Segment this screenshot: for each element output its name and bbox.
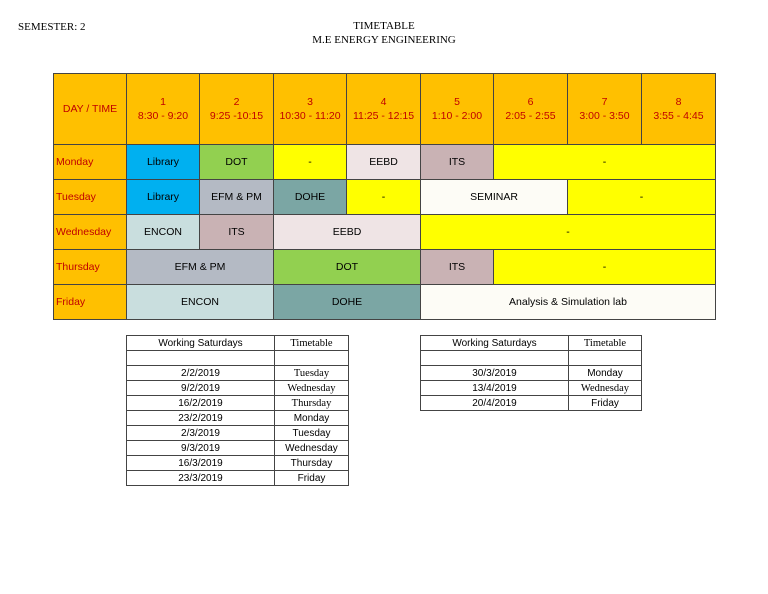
- table-row: [127, 381, 349, 396]
- period-number: 6: [527, 96, 534, 108]
- period-time: 11:25 - 12:15: [352, 110, 415, 122]
- period-number: 2: [233, 96, 240, 108]
- saturday-date: 30/3/2019: [421, 366, 569, 381]
- class-cell: EEBD: [347, 145, 421, 180]
- timetable-row-thursday: [54, 250, 716, 285]
- timetable-day: Tuesday: [275, 426, 349, 441]
- class-cell: EEBD: [274, 215, 421, 250]
- table-row: [127, 396, 349, 411]
- saturday-date: 13/4/2019: [421, 381, 569, 396]
- period-time: 8:30 - 9:20: [137, 110, 189, 122]
- period-header-1: [127, 74, 200, 145]
- saturday-date: [127, 351, 275, 366]
- period-header-3: [274, 74, 347, 145]
- saturday-date: 9/3/2019: [127, 441, 275, 456]
- page-subtitle: M.E ENERGY ENGINEERING: [312, 34, 456, 46]
- class-cell: DOHE: [274, 285, 421, 320]
- period-time: 2:05 - 2:55: [505, 110, 556, 122]
- class-cell: Library: [127, 180, 200, 215]
- saturday-date: 16/2/2019: [127, 396, 275, 411]
- class-cell: ITS: [421, 145, 494, 180]
- timetable-day: Friday: [275, 471, 349, 486]
- timetable-day: Monday: [569, 366, 642, 381]
- title-block: [250, 19, 518, 47]
- day-label: Wednesday: [54, 215, 127, 250]
- col-header-working-saturdays: Working Saturdays: [421, 336, 569, 351]
- period-header-5: [421, 74, 494, 145]
- saturday-date: 9/2/2019: [127, 381, 275, 396]
- col-header-working-saturdays: Working Saturdays: [127, 336, 275, 351]
- saturday-header-row: [421, 336, 642, 351]
- corner-header: DAY / TIME: [54, 74, 127, 145]
- table-row: [127, 471, 349, 486]
- col-header-timetable: Timetable: [569, 336, 642, 351]
- timetable-grid: [53, 73, 716, 320]
- table-row: [421, 351, 642, 366]
- day-label: Friday: [54, 285, 127, 320]
- class-cell: -: [421, 215, 716, 250]
- class-cell: DOT: [274, 250, 421, 285]
- period-time: 10:30 - 11:20: [279, 110, 341, 122]
- period-time: 1:10 - 2:00: [431, 110, 483, 122]
- period-number: 3: [307, 96, 313, 108]
- timetable-day: [569, 351, 642, 366]
- table-row: [421, 381, 642, 396]
- period-number: 1: [160, 96, 166, 108]
- class-cell: ENCON: [127, 285, 274, 320]
- working-saturdays-table-left: [126, 335, 349, 486]
- class-cell: Analysis & Simulation lab: [421, 285, 716, 320]
- period-header-6: [494, 74, 568, 145]
- table-row: [127, 351, 349, 366]
- class-cell: -: [568, 180, 716, 215]
- class-cell: -: [347, 180, 421, 215]
- day-label: Thursday: [54, 250, 127, 285]
- class-cell: ITS: [200, 215, 274, 250]
- col-header-timetable: Timetable: [275, 336, 349, 351]
- day-label: Tuesday: [54, 180, 127, 215]
- class-cell: EFM & PM: [127, 250, 274, 285]
- class-cell: -: [274, 145, 347, 180]
- class-cell: SEMINAR: [421, 180, 568, 215]
- saturday-header-row: [127, 336, 349, 351]
- saturday-date: 2/3/2019: [127, 426, 275, 441]
- page-title: TIMETABLE: [353, 20, 415, 32]
- period-number: 5: [454, 96, 460, 108]
- timetable-header-row: [54, 74, 716, 145]
- class-cell: EFM & PM: [200, 180, 274, 215]
- table-row: [421, 396, 642, 411]
- table-row: [127, 456, 349, 471]
- period-header-7: [568, 74, 642, 145]
- class-cell: ITS: [421, 250, 494, 285]
- timetable-day: Monday: [275, 411, 349, 426]
- period-header-4: [347, 74, 421, 145]
- timetable-row-wednesday: [54, 215, 716, 250]
- table-row: [421, 366, 642, 381]
- saturday-date: 23/2/2019: [127, 411, 275, 426]
- table-row: [127, 441, 349, 456]
- timetable-day: Wednesday: [275, 441, 349, 456]
- semester-label: SEMESTER: 2: [18, 21, 86, 33]
- table-row: [127, 366, 349, 381]
- class-cell: Library: [127, 145, 200, 180]
- timetable-day: Wednesday: [275, 381, 349, 396]
- timetable-day: Thursday: [275, 456, 349, 471]
- period-header-8: [642, 74, 716, 145]
- timetable-day: Tuesday: [275, 366, 349, 381]
- period-time: 9:25 -10:15: [209, 110, 264, 122]
- timetable-day: Friday: [569, 396, 642, 411]
- period-number: 7: [601, 96, 608, 108]
- class-cell: -: [494, 145, 716, 180]
- timetable-day: [275, 351, 349, 366]
- class-cell: DOT: [200, 145, 274, 180]
- table-row: [127, 426, 349, 441]
- working-saturdays-table-right: [420, 335, 642, 411]
- saturday-date: 23/3/2019: [127, 471, 275, 486]
- period-time: 3:55 - 4:45: [653, 110, 704, 122]
- timetable-row-friday: [54, 285, 716, 320]
- saturday-date: 2/2/2019: [127, 366, 275, 381]
- period-header-2: [200, 74, 274, 145]
- timetable-day: Wednesday: [569, 381, 642, 396]
- timetable-row-tuesday: [54, 180, 716, 215]
- period-number: 4: [380, 96, 387, 108]
- table-row: [127, 411, 349, 426]
- class-cell: ENCON: [127, 215, 200, 250]
- day-label: Monday: [54, 145, 127, 180]
- class-cell: DOHE: [274, 180, 347, 215]
- class-cell: -: [494, 250, 716, 285]
- timetable-day: Thursday: [275, 396, 349, 411]
- timetable-row-monday: [54, 145, 716, 180]
- saturday-date: [421, 351, 569, 366]
- saturday-date: 20/4/2019: [421, 396, 569, 411]
- period-time: 3:00 - 3:50: [579, 110, 630, 122]
- period-number: 8: [675, 96, 682, 108]
- saturday-date: 16/3/2019: [127, 456, 275, 471]
